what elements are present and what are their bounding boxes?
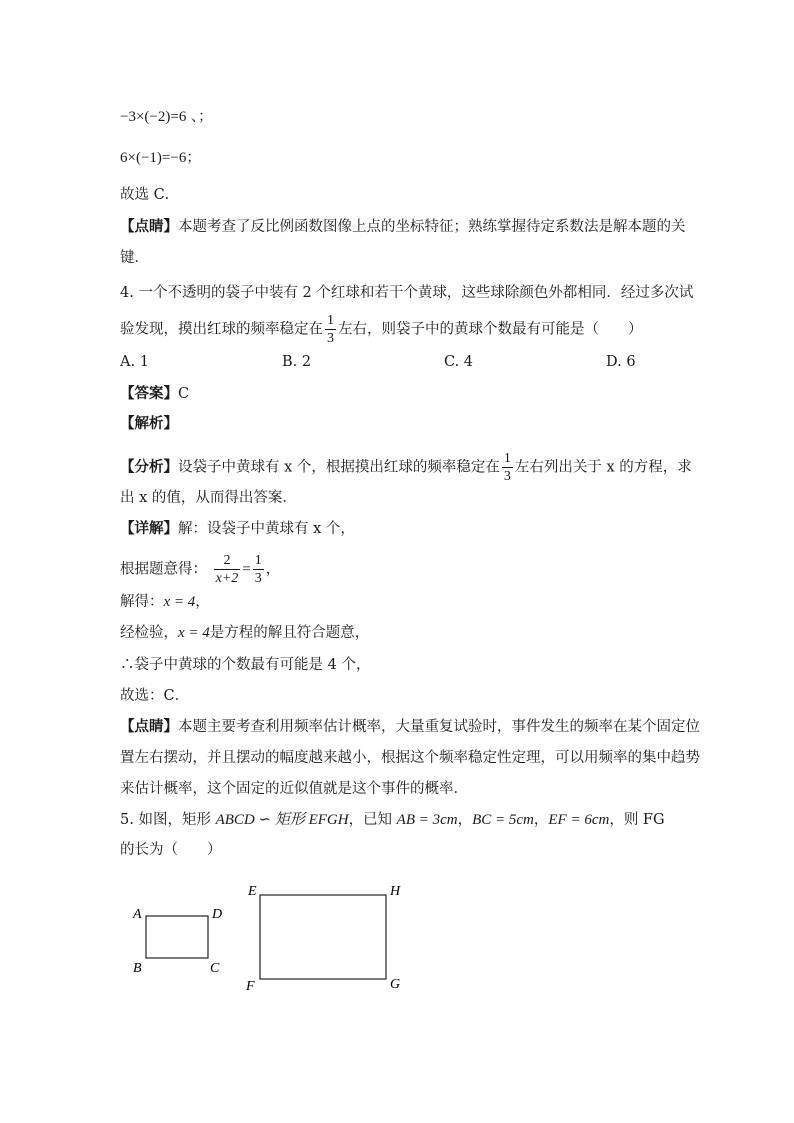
therefore-line: ∴袋子中黄球的个数最有可能是 4 个， bbox=[120, 657, 371, 673]
label-f: F bbox=[246, 979, 255, 994]
dianjing-q3-cont: 键． bbox=[120, 250, 149, 266]
line-calc-2: 6×(−1)=−6； bbox=[120, 150, 201, 166]
label-g: G bbox=[390, 977, 401, 992]
fenxi-line2: 出 x 的值，从而得出答案． bbox=[120, 490, 297, 506]
label-d: D bbox=[212, 907, 223, 922]
rectangle-abcd bbox=[146, 916, 208, 958]
section-tag: 【详解】 bbox=[120, 520, 178, 537]
question-5-line1: 5. 如图，矩形 ABCD ∽ 矩形 EFGH，已知 AB = 3cm，BC = 5cm，EF = 6cm，则 FG bbox=[120, 812, 665, 828]
line-calc-1: −3×(−2)=6 、； bbox=[120, 109, 213, 125]
choose-text-q3: 故选 C． bbox=[120, 187, 180, 203]
question-4-line2: 验发现，摸出红球的频率稳定在 $\frac{1}{3}$ 左右，则袋子中的黄球个数最有可能是（ ） bbox=[120, 313, 643, 346]
fenxi-line1: 【分析】设袋子中黄球有 x 个，根据摸出红球的频率稳定在 $\frac{1}{3}$ 左右列出关于 x 的方程，求 bbox=[120, 451, 692, 484]
section-tag: 【点睛】 bbox=[120, 718, 178, 735]
fraction: $\frac{1}{3}$ bbox=[503, 451, 511, 484]
equation-line: 根据题意得： $\frac{2}{x+2}$ = $\frac{1}{3}$ ， bbox=[120, 553, 281, 586]
option-c: C. 4 bbox=[444, 354, 474, 370]
question-4-line1: 4. 一个不透明的袋子中装有 2 个红球和若干个黄球，这些球除颜色外都相同．经过多次试 bbox=[120, 285, 694, 301]
fraction-left: $\frac{2}{x+2}$ bbox=[215, 553, 239, 586]
rectangle-efgh bbox=[260, 895, 386, 979]
section-tag: 【分析】 bbox=[120, 458, 178, 476]
choose-line-q4: 故选：C． bbox=[120, 688, 190, 704]
check-line: 经检验，x = 4是方程的解且符合题意， bbox=[120, 625, 370, 641]
section-tag: 【答案】 bbox=[120, 385, 178, 402]
dianjing-q3: 【点睛】本题考查了反比例函数图像上点的坐标特征；熟练掌握待定系数法是解本题的关 bbox=[120, 218, 686, 235]
dianjing-q4-line1: 【点睛】本题主要考查利用频率估计概率，大量重复试验时，事件发生的频率在某个固定位 bbox=[120, 718, 700, 735]
label-h: H bbox=[390, 884, 401, 899]
label-e: E bbox=[248, 884, 257, 899]
dianjing-q4-line3: 来估计概率，这个固定的近似值就是这个事件的概率． bbox=[120, 781, 468, 797]
xiangjie-line: 【详解】解：设袋子中黄球有 x 个， bbox=[120, 520, 355, 537]
fraction: $\frac{1}{3}$ bbox=[327, 313, 334, 346]
option-d: D. 6 bbox=[606, 354, 636, 370]
fraction-right: $\frac{1}{3}$ bbox=[254, 553, 262, 586]
analysis-heading: 【解析】 bbox=[120, 415, 178, 432]
math-expr: 6×(−1)=−6 bbox=[120, 150, 187, 166]
question-5-line2: 的长为（ ） bbox=[120, 842, 222, 858]
option-b: B. 2 bbox=[282, 354, 312, 370]
answer-line: 【答案】C bbox=[120, 385, 190, 402]
question-4-options bbox=[120, 352, 680, 372]
label-a: A bbox=[133, 907, 142, 922]
dianjing-q4-line2: 置左右摆动，并且摆动的幅度越来越小，根据这个频率稳定性定理，可以用频率的集中趋势 bbox=[120, 750, 700, 766]
solve-line: 解得：x = 4， bbox=[120, 594, 210, 610]
math-expr: −3×(−2)=6 bbox=[120, 109, 187, 125]
label-c: C bbox=[210, 961, 220, 976]
label-b: B bbox=[133, 961, 142, 976]
option-a: A. 1 bbox=[120, 354, 149, 370]
section-tag: 【点睛】 bbox=[120, 218, 178, 235]
